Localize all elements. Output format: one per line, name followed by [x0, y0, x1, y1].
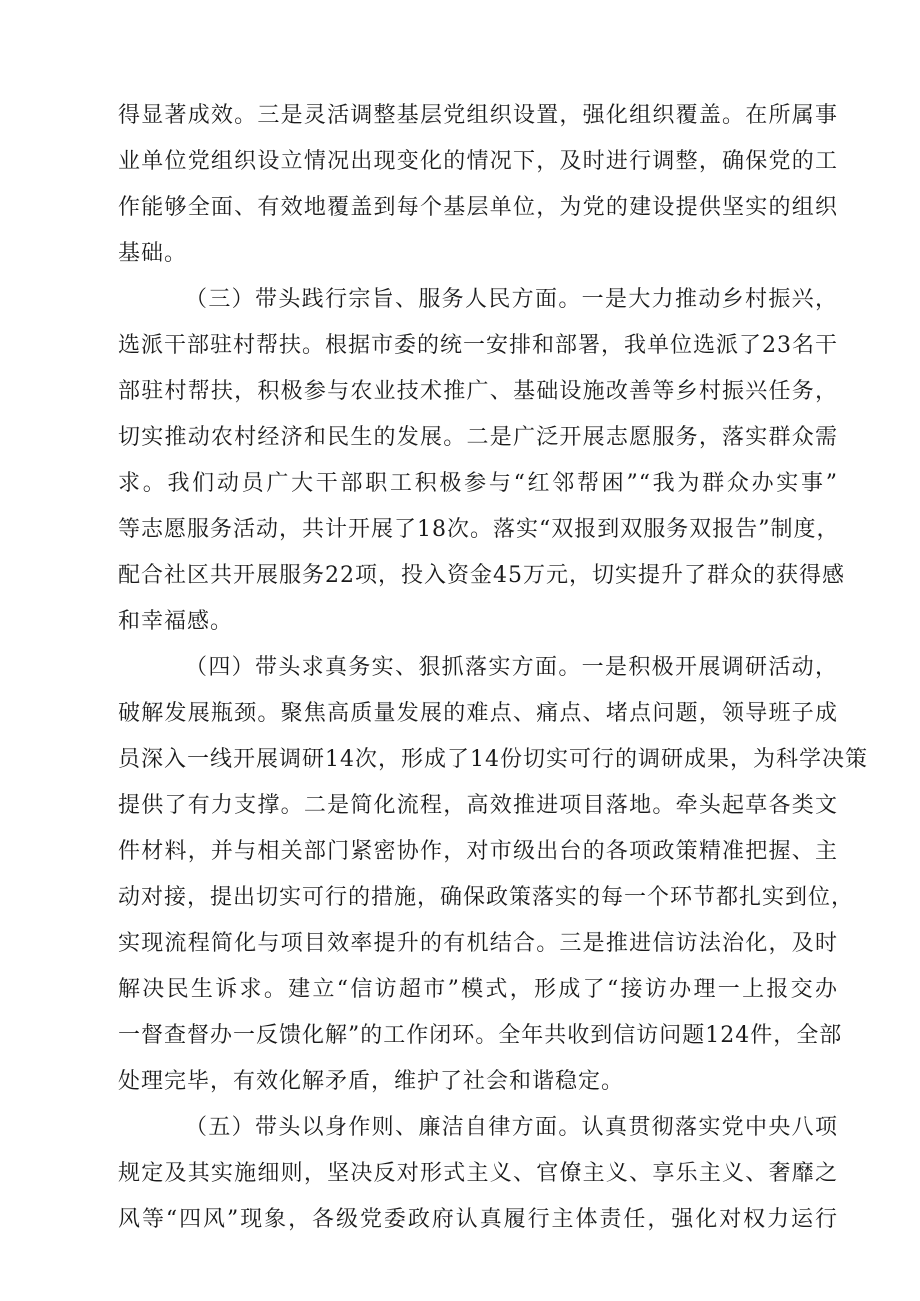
text-line: 风等“四风”现象，各级党委政府认真履行主体责任，强化对权力运行 [118, 1207, 838, 1232]
text-line: 一督查督办一反馈化解”的工作闭环。全年共收到信访问题124件，全部 [118, 1023, 843, 1048]
text-line: 实现流程简化与项目效率提升的有机结合。三是推进信访法治化，及时 [118, 931, 838, 956]
text-line: 规定及其实施细则，坚决反对形式主义、官僚主义、享乐主义、奢靡之 [118, 1161, 838, 1186]
section-heading-line: （五）带头以身作则、廉洁自律方面。认真贯彻落实党中央八项 [185, 1115, 838, 1140]
text-line: 和幸福感。 [118, 609, 234, 634]
text-line: 基础。 [118, 241, 188, 266]
text-line: 得显著成效。三是灵活调整基层党组织设置，强化组织覆盖。在所属事 [118, 103, 838, 128]
text-line: 选派干部驻村帮扶。根据市委的统一安排和部署，我单位选派了23名干 [118, 333, 838, 358]
text-line: 动对接，提出切实可行的措施，确保政策落实的每一个环节都扎实到位， [118, 885, 855, 910]
text-line: 配合社区共开展服务22项，投入资金45万元，切实提升了群众的获得感 [118, 563, 845, 588]
text-line: 件材料，并与相关部门紧密协作，对市级出台的各项政策精准把握、主 [118, 839, 838, 864]
text-line: 业单位党组织设立情况出现变化的情况下，及时进行调整，确保党的工 [118, 149, 838, 174]
text-line: 员深入一线开展调研14次，形成了14份切实可行的调研成果，为科学决策 [118, 747, 868, 772]
text-line: 部驻村帮扶，积极参与农业技术推广、基础设施改善等乡村振兴任务， [118, 379, 838, 404]
text-line: 提供了有力支撑。二是简化流程，高效推进项目落地。牵头起草各类文 [118, 793, 838, 818]
text-line: 处理完毕，有效化解矛盾，维护了社会和谐稳定。 [118, 1069, 625, 1094]
text-line: 切实推动农村经济和民生的发展。二是广泛开展志愿服务，落实群众需 [118, 425, 838, 450]
text-line: 等志愿服务活动，共计开展了18次。落实“双报到双服务双报告”制度， [118, 517, 840, 542]
text-line: 求。我们动员广大干部职工积极参与“红邻帮困”“我为群众办实事” [118, 471, 838, 496]
section-heading-line: （三）带头践行宗旨、服务人民方面。一是大力推动乡村振兴， [185, 287, 838, 312]
text-line: 解决民生诉求。建立“信访超市”模式，形成了“接访办理一上报交办 [118, 977, 838, 1002]
text-line: 作能够全面、有效地覆盖到每个基层单位，为党的建设提供坚实的组织 [118, 195, 838, 220]
section-heading-line: （四）带头求真务实、狠抓落实方面。一是积极开展调研活动， [185, 655, 838, 680]
text-line: 破解发展瓶颈。聚焦高质量发展的难点、痛点、堵点问题，领导班子成 [118, 701, 838, 726]
